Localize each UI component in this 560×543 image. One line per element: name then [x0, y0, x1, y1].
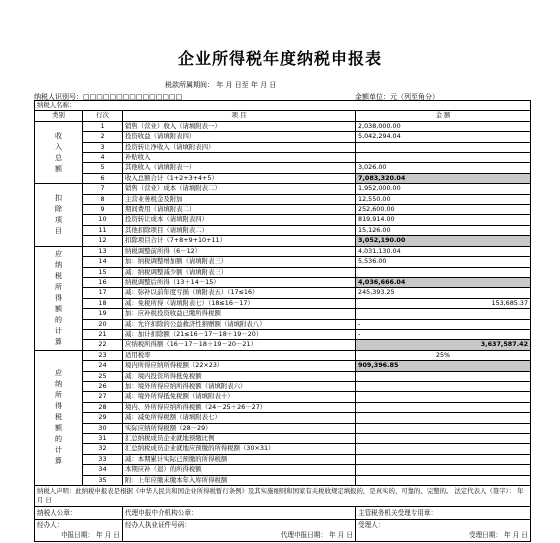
taxpayer-name-row	[35, 101, 531, 111]
section-label	[35, 184, 83, 246]
table-row	[35, 381, 531, 391]
table-row	[35, 142, 531, 152]
row-number: 10	[83, 215, 123, 225]
item-label: 减：本期累计实际已预缴的所得税额	[123, 454, 356, 464]
handler-cell	[35, 520, 123, 542]
item-label: 补贴收入	[123, 153, 356, 163]
item-label: 应纳税所得额（16－17－18＋19－20－21）	[123, 340, 356, 350]
row-number: 25	[83, 371, 123, 381]
table-row	[35, 215, 531, 225]
section-label-text: 收入总额	[55, 131, 62, 173]
table-row	[35, 184, 531, 194]
amount-value	[356, 371, 531, 381]
row-number: 24	[83, 361, 123, 371]
table-row	[35, 402, 531, 412]
item-label: 减：弥补以前年度亏损（填附表五）（17≤16）	[123, 288, 356, 298]
item-label: 投资收益（请填附表四）	[123, 132, 356, 142]
item-label: 适用税率	[123, 350, 356, 360]
item-label: 加：纳税调整增加额（请填附表三）	[123, 257, 356, 267]
item-label: 销售（营业）成本（请填附表二）	[123, 184, 356, 194]
item-label: 实际应纳所得税额（28－29）	[123, 423, 356, 433]
table-row	[35, 454, 531, 464]
table-row	[35, 288, 531, 298]
amount-value: 25%	[356, 350, 531, 360]
item-label: 加：应补税投资收益已缴所得税额	[123, 309, 356, 319]
row-number: 14	[83, 257, 123, 267]
amount-value: 4,036,666.04	[356, 277, 531, 287]
item-label: 主营业务税金及附加	[123, 194, 356, 204]
handler-label: 经办人：	[37, 521, 64, 530]
table-row	[35, 257, 531, 267]
row-number: 35	[83, 475, 123, 485]
table-row	[35, 205, 531, 215]
item-label: 投资转让成本（请填附表四）	[123, 215, 356, 225]
amount-value: 12,550.00	[356, 194, 531, 204]
item-label: 收入总额合计（1+2+3+4+5）	[123, 173, 356, 183]
row-number: 9	[83, 205, 123, 215]
taxpayer-name-label: 纳税人名称：	[35, 101, 531, 111]
amount-value	[356, 402, 531, 412]
table-row	[35, 298, 531, 308]
item-label: 投资转让净收入（请填附表四）	[123, 142, 356, 152]
item-label: 减：境内投资所得抵免税额	[123, 371, 356, 381]
table-row	[35, 371, 531, 381]
page-title: 企业所得税年度纳税申报表	[177, 49, 382, 68]
section-label	[35, 350, 83, 485]
row-number: 33	[83, 454, 123, 464]
tax-period-line: 税款所属期间： 年 月 日至 年 月 日	[165, 81, 277, 89]
table-row	[35, 309, 531, 319]
tax-office-seal-label: 主管税务机关受理专用章：	[356, 507, 531, 520]
row-number: 19	[83, 309, 123, 319]
row-number: 11	[83, 225, 123, 235]
row-number: 4	[83, 153, 123, 163]
row-number: 16	[83, 277, 123, 287]
item-label: 减：免税所得（请填附表七）（18≤16－17）	[123, 298, 356, 308]
amount-value: 819,914.00	[356, 215, 531, 225]
amount-value	[356, 142, 531, 152]
row-number: 34	[83, 465, 123, 475]
item-label: 加：境外所得应纳所得税额（请填附表六）	[123, 381, 356, 391]
row-number: 1	[83, 121, 123, 131]
row-number: 30	[83, 423, 123, 433]
section-label	[35, 121, 83, 183]
row-number: 6	[83, 173, 123, 183]
amount-value	[356, 267, 531, 277]
header-amount: 金 额	[356, 111, 531, 121]
amount-unit-label: 金额单位：元（列至角分）	[355, 93, 439, 101]
table-header-row	[35, 111, 531, 121]
row-number: 21	[83, 329, 123, 339]
tax-return-form	[34, 100, 530, 542]
item-label: 销售（营业）收入（请填附表一）	[123, 121, 356, 131]
row-number: 8	[83, 194, 123, 204]
seal-row	[35, 507, 531, 520]
table-row	[35, 329, 531, 339]
row-number: 29	[83, 413, 123, 423]
amount-value	[356, 475, 531, 485]
item-label: 境内、外所得应纳所得税额（24－25＋26－27）	[123, 402, 356, 412]
item-label: 减：境外所得抵免税额（请填附表十）	[123, 392, 356, 402]
declare-date: 申报日期： 年 月 日	[60, 531, 120, 540]
amount-value: 4,031,130.04	[356, 246, 531, 256]
row-number: 15	[83, 267, 123, 277]
taxpayer-seal-label: 纳税人公章：	[35, 507, 123, 520]
item-label: 减：减免所得税额（请填附表七）	[123, 413, 356, 423]
row-number: 12	[83, 236, 123, 246]
table-row	[35, 225, 531, 235]
item-label: 减：允许扣除的公益救济性捐赠额（请填附表八）	[123, 319, 356, 329]
taxpayer-id-label: 纳税人识别号：□□□□□□□□□□□□□□□	[34, 93, 183, 101]
row-number: 23	[83, 350, 123, 360]
item-label: 纳税调整前所得（6－12）	[123, 246, 356, 256]
table-row	[35, 475, 531, 485]
table-row	[35, 423, 531, 433]
row-number: 13	[83, 246, 123, 256]
item-label: 其他扣除项目（请填附表二）	[123, 225, 356, 235]
item-label: 扣除项目合计（7+8+9+10+11）	[123, 236, 356, 246]
amount-value	[356, 309, 531, 319]
table-row	[35, 392, 531, 402]
amount-value: 7,083,320.04	[356, 173, 531, 183]
amount-value: 153,685.37	[356, 298, 531, 308]
item-label: 纳税调整后所得（13＋14－15）	[123, 277, 356, 287]
amount-value	[356, 454, 531, 464]
header-category: 类别	[35, 111, 83, 121]
table-row	[35, 350, 531, 360]
row-number: 7	[83, 184, 123, 194]
amount-value	[356, 381, 531, 391]
amount-value: 2,038,000.00	[356, 121, 531, 131]
item-label: 期间费用（请填附表二）	[123, 205, 356, 215]
table-row	[35, 434, 531, 444]
amount-value: 252,600.00	[356, 205, 531, 215]
table-row	[35, 132, 531, 142]
agent-date: 代理申报日期： 年 月 日	[280, 531, 353, 540]
amount-value: 3,026.00	[356, 163, 531, 173]
receive-date: 受理日期： 年 月 日	[468, 531, 529, 540]
amount-value: 3,052,190.00	[356, 236, 531, 246]
amount-value: 15,126.00	[356, 225, 531, 235]
amount-value: 3,637,587.42	[356, 340, 531, 350]
agent-seal-label: 代理申报中介机构公章：	[123, 507, 356, 520]
table-row	[35, 319, 531, 329]
section-label-text: 扣除项目	[55, 193, 62, 235]
table-row	[35, 277, 531, 287]
signature-row	[35, 520, 531, 542]
table-row	[35, 340, 531, 350]
row-number: 18	[83, 298, 123, 308]
header-item: 项 目	[123, 111, 356, 121]
table-row	[35, 194, 531, 204]
row-number: 32	[83, 444, 123, 454]
section-label-text: 应纳税所得额的计算	[55, 249, 62, 346]
header-row-no: 行次	[83, 111, 123, 121]
row-number: 22	[83, 340, 123, 350]
table-row	[35, 465, 531, 475]
table-row	[35, 444, 531, 454]
table-row	[35, 413, 531, 423]
row-number: 31	[83, 434, 123, 444]
receiver-cell	[356, 520, 531, 542]
table-row	[35, 173, 531, 183]
section-label-text: 应纳所得税额的计算	[55, 369, 62, 466]
item-label: 汇总纳税成员企业就地预缴比例	[123, 434, 356, 444]
amount-value: 1,952,000.00	[356, 184, 531, 194]
declaration-text: 纳税人声明：此纳税申报表是根据《中华人民共和国企业所得税暂行条例》及其实施细则和国家有关税收规定填报的，是真实的、可靠的、完整的。 法定代表人（签字）： 年 月 日	[35, 486, 531, 507]
item-label: 减：纳税调整减少额（请填附表三）	[123, 267, 356, 277]
row-number: 27	[83, 392, 123, 402]
item-label: 境内所得应纳所得税额（22×23）	[123, 361, 356, 371]
row-number: 2	[83, 132, 123, 142]
section-label	[35, 246, 83, 350]
amount-value: -	[356, 319, 531, 329]
amount-value: -	[356, 329, 531, 339]
amount-value	[356, 423, 531, 433]
amount-value	[356, 392, 531, 402]
table-row	[35, 153, 531, 163]
item-label: 减：加计扣除额（21≤16－17－18＋19－20）	[123, 329, 356, 339]
amount-value: 909,396.85	[356, 361, 531, 371]
table-row	[35, 163, 531, 173]
amount-value	[356, 434, 531, 444]
row-number: 28	[83, 402, 123, 412]
row-number: 3	[83, 142, 123, 152]
agent-cert-label: 经办人执业证件号码：	[125, 521, 191, 530]
agent-cell	[123, 520, 356, 542]
item-label: 汇总纳税成员企业就地应预缴的所得税额（30×31）	[123, 444, 356, 454]
amount-value: 5,042,294.04	[356, 132, 531, 142]
table-row	[35, 267, 531, 277]
table-row	[35, 236, 531, 246]
amount-value: 245,393.25	[356, 288, 531, 298]
row-number: 20	[83, 319, 123, 329]
receiver-label: 受理人：	[358, 521, 385, 530]
item-label: 附：上年应缴未缴本年入库所得税额	[123, 475, 356, 485]
amount-value	[356, 444, 531, 454]
amount-value	[356, 465, 531, 475]
item-label: 其他收入（请填附表一）	[123, 163, 356, 173]
row-number: 5	[83, 163, 123, 173]
amount-value	[356, 413, 531, 423]
item-label: 本期应补（退）的所得税额	[123, 465, 356, 475]
amount-value	[356, 153, 531, 163]
declaration-row	[35, 486, 531, 507]
row-number: 26	[83, 381, 123, 391]
amount-value: 5,536.00	[356, 257, 531, 267]
table-row	[35, 246, 531, 256]
table-row	[35, 121, 531, 131]
table-row	[35, 361, 531, 371]
row-number: 17	[83, 288, 123, 298]
